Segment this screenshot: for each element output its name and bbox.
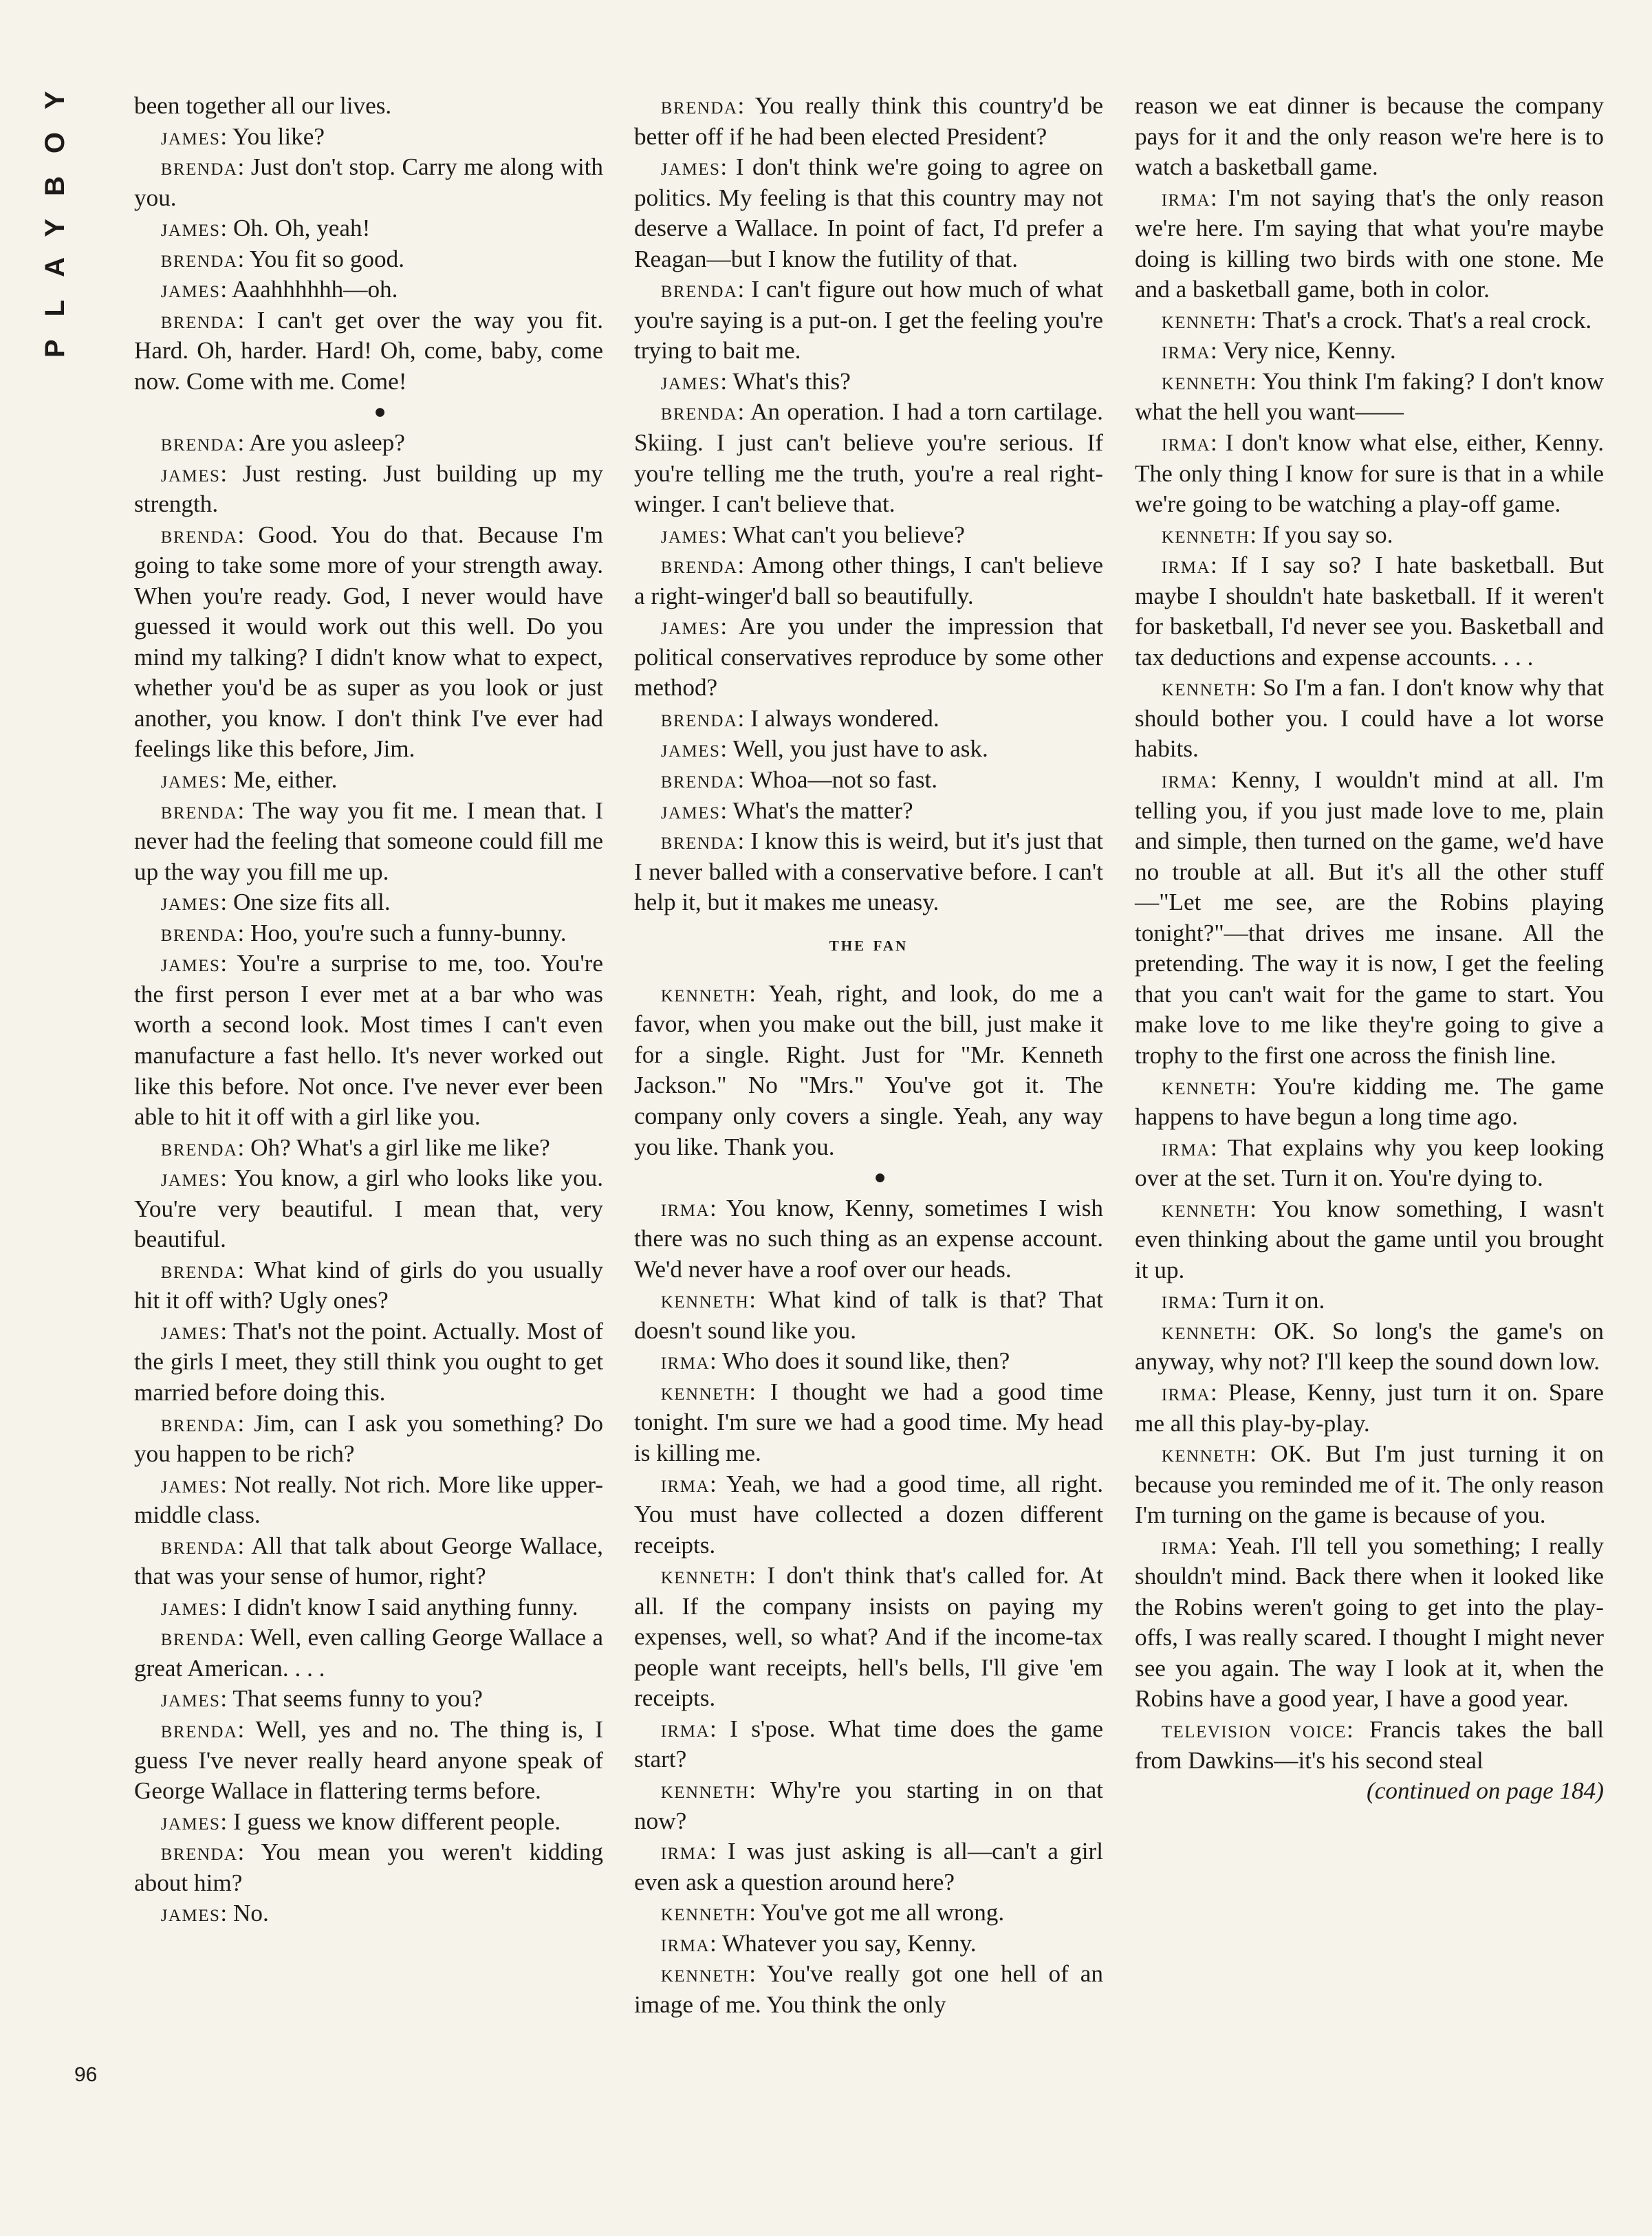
dialogue-line: brenda: Whoa—not so fast. bbox=[660, 766, 938, 794]
speaker-name: james bbox=[660, 367, 721, 395]
dialogue-text: Well, even calling George Wallace a great American. . . . bbox=[134, 1624, 603, 1682]
dialogue-line: kenneth: I thought we had a good time tonight. I'm sure we had a good time. My head is killing me. bbox=[634, 1378, 1103, 1466]
speaker-name: irma bbox=[1161, 1133, 1211, 1161]
speaker-name: irma bbox=[660, 1347, 710, 1375]
speaker-name: brenda bbox=[160, 1133, 238, 1161]
dialogue-text: Hoo, you're such a funny-bunny. bbox=[250, 919, 567, 946]
dialogue-text: You really think this country'd be better off if he had been elected President? bbox=[634, 92, 1103, 150]
dialogue-text: If you say so. bbox=[1262, 521, 1393, 548]
dialogue-text: I guess we know different people. bbox=[232, 1808, 561, 1835]
speaker-name: brenda bbox=[160, 1409, 238, 1437]
speaker-name: brenda bbox=[160, 521, 238, 548]
magazine-masthead bbox=[40, 68, 88, 358]
speaker-name: kenneth bbox=[1161, 674, 1250, 702]
speaker-name: brenda bbox=[160, 1624, 238, 1651]
dialogue-text: I don't think we're going to agree on politics. My feeling is that this country may not deserve a Wallace. In point of fact, I'd prefer a Reagan—but I know the futility of that. bbox=[634, 153, 1103, 272]
dialogue-text: OK. So long's the game's on anyway, why not? I'll keep the sound down low. bbox=[1135, 1317, 1604, 1376]
dialogue-text: I was just asking is all—can't a girl even ask a question around here? bbox=[634, 1838, 1104, 1896]
dialogue-text: One size fits all. bbox=[232, 889, 391, 916]
dialogue-text: Whatever you say, Kenny. bbox=[721, 1929, 977, 1957]
speaker-name: brenda bbox=[660, 92, 738, 119]
speaker-name: irma bbox=[660, 1194, 710, 1222]
speaker-name: james bbox=[160, 1317, 221, 1345]
dialogue-line: been together all our lives. bbox=[134, 92, 392, 119]
speaker-name: kenneth bbox=[660, 979, 750, 1007]
dialogue-text: That explains why you keep looking over at the set. Turn it on. You're dying to. bbox=[1135, 1133, 1605, 1192]
dialogue-line: kenneth: You've got me all wrong. bbox=[660, 1899, 1005, 1926]
column-2-part-b bbox=[634, 979, 1103, 2021]
dialogue-line: irma: I s'pose. What time does the game start? bbox=[634, 1715, 1104, 1773]
dialogue-line: brenda: You really think this country'd be better off if he had been elected President? bbox=[634, 92, 1103, 150]
column-1 bbox=[134, 91, 603, 1929]
dialogue-line: irma: If I say so? I hate basketball. But maybe I shouldn't hate basketball. If it weren't for basketball, I'd never see you. Basketball and tax deductions and expense accounts. . . . bbox=[1135, 552, 1604, 671]
speaker-name: james bbox=[160, 1685, 221, 1713]
dialogue-line: irma: Whatever you say, Kenny. bbox=[660, 1929, 977, 1957]
speaker-name: james bbox=[660, 613, 721, 640]
speaker-name: brenda bbox=[160, 1715, 238, 1743]
dialogue-text: Yeah. I'll tell you something; I really shouldn't mind. Back there when it looked like the Robins weren't going to get into the play-offs, I was really scared. I thought I might never see you again. The way I look at it, when the Robins have a good year, I have a good year. bbox=[1135, 1532, 1604, 1713]
speaker-name: kenneth bbox=[1161, 1440, 1250, 1468]
dialogue-line: kenneth: If you say so. bbox=[1161, 521, 1393, 548]
dialogue-text: That seems funny to you? bbox=[232, 1685, 483, 1713]
dialogue-text: You like? bbox=[232, 122, 325, 150]
dialogue-line: brenda: All that talk about George Wallace, that was your sense of humor, right? bbox=[134, 1532, 603, 1590]
dialogue-text: OK. But I'm just turning it on because you reminded me of it. The only reason I'm turning on the game is because of you. bbox=[1135, 1440, 1604, 1529]
dialogue-line: james: You know, a girl who looks like you. You're very beautiful. I mean that, very beautiful. bbox=[134, 1164, 603, 1253]
speaker-name: kenneth bbox=[660, 1286, 750, 1314]
dialogue-text: Jim, can I ask you something? Do you happen to be rich? bbox=[134, 1409, 603, 1468]
dialogue-text: Kenny, I wouldn't mind at all. I'm telling you, if you just made love to me, plain and simple, then turned on the game, we'd have no trouble at all. But it's all the other stuff—"Let me see, are the Robins playing tonight?"—that drives me insane. All the pretending. The way it is now, I get the feeling that you can't wait for the game to start. You make love to me like they're going to give a trophy to the first one across the finish line. bbox=[1135, 766, 1605, 1069]
dialogue-text: What's the matter? bbox=[732, 796, 913, 824]
speaker-name: james bbox=[660, 521, 721, 548]
dialogue-text: Please, Kenny, just turn it on. Spare me all this play-by-play. bbox=[1135, 1378, 1604, 1437]
speaker-name: brenda bbox=[160, 429, 238, 457]
speaker-name: brenda bbox=[160, 1838, 238, 1866]
dialogue-text: You know, a girl who looks like you. You're very beautiful. I mean that, very beautiful. bbox=[134, 1164, 603, 1253]
section-break-bullet: ● bbox=[873, 1166, 887, 1189]
dialogue-line: brenda: Just don't stop. Carry me along with you. bbox=[134, 153, 603, 211]
dialogue-text: That's not the point. Actually. Most of the girls I meet, they still think you ought to get married before doing this. bbox=[134, 1317, 603, 1406]
dialogue-line: irma: Please, Kenny, just turn it on. Spare me all this play-by-play. bbox=[1135, 1378, 1604, 1437]
speaker-name: james bbox=[160, 1808, 221, 1835]
speaker-name: brenda bbox=[660, 827, 738, 855]
speaker-name: irma bbox=[660, 1929, 710, 1957]
dialogue-text: I always wondered. bbox=[750, 704, 939, 732]
column-3 bbox=[1135, 91, 1604, 1807]
dialogue-text: Me, either. bbox=[232, 766, 338, 794]
dialogue-text: Well, yes and no. The thing is, I guess I've never really heard anyone speak of George Wallace in flattering terms before. bbox=[134, 1715, 604, 1805]
dialogue-text: The way you fit me. I mean that. I never had the feeling that someone could fill me up the way you fill me up. bbox=[134, 796, 603, 885]
dialogue-line: kenneth: Yeah, right, and look, do me a favor, when you make out the bill, just make it for a single. Right. Just for "Mr. Kenneth Jackson." No "Mrs." You've got it. The company only covers a single. Yeah, any way you like. Thank you. bbox=[634, 979, 1103, 1160]
dialogue-line: brenda: I always wondered. bbox=[660, 704, 939, 732]
dialogue-line: brenda: Oh? What's a girl like me like? bbox=[160, 1133, 550, 1161]
dialogue-line: brenda: I can't figure out how much of what you're saying is a put-on. I get the feeling you're trying to bait me. bbox=[634, 276, 1103, 365]
dialogue-text: An operation. I had a torn cartilage. Skiing. I just can't believe you're serious. If you're telling me the truth, you're a real right-winger. I can't believe that. bbox=[634, 398, 1103, 518]
dialogue-text: Yeah, right, and look, do me a favor, when you make out the bill, just make it for a single. Right. Just for "Mr. Kenneth Jackson." No "Mrs." You've got it. The company only covers a single. Yeah, any way you like. Thank you. bbox=[634, 979, 1103, 1160]
dialogue-line: irma: You know, Kenny, sometimes I wish there was no such thing as an expense account. We'd never have a roof over our heads. bbox=[634, 1194, 1103, 1283]
dialogue-text: I s'pose. What time does the game start? bbox=[634, 1715, 1104, 1773]
dialogue-text: I'm not saying that's the only reason we're here. I'm saying that what you're maybe doing is killing two birds with one stone. Me and a basketball game, both in color. bbox=[1135, 184, 1604, 303]
dialogue-line: kenneth: That's a crock. That's a real crock. bbox=[1161, 306, 1592, 334]
dialogue-line: irma: Very nice, Kenny. bbox=[1161, 337, 1396, 365]
dialogue-line: kenneth: What kind of talk is that? That doesn't sound like you. bbox=[634, 1286, 1104, 1344]
dialogue-line: brenda: You mean you weren't kidding about him? bbox=[134, 1838, 603, 1896]
dialogue-line: brenda: What kind of girls do you usually hit it off with? Ugly ones? bbox=[134, 1256, 603, 1314]
dialogue-line: brenda: I can't get over the way you fit. Hard. Oh, harder. Hard! Oh, come, baby, come now. Come with me. Come! bbox=[134, 306, 604, 395]
speaker-name: irma bbox=[660, 1715, 710, 1742]
speaker-name: james bbox=[160, 766, 221, 794]
dialogue-text: You mean you weren't kidding about him? bbox=[134, 1838, 603, 1896]
dialogue-line: james: That seems funny to you? bbox=[160, 1685, 483, 1713]
dialogue-text: I don't know what else, either, Kenny. The only thing I know for sure is that in a while we're going to be watching a play-off game. bbox=[1135, 429, 1604, 518]
dialogue-text: Well, you just have to ask. bbox=[732, 735, 988, 763]
dialogue-line: brenda: Good. You do that. Because I'm going to take some more of your strength away. When you're ready. God, I never would have guessed it would work out this well. Do you mind my talking? I didn't know what to expect, whether you'd be as super as you look or just another, you know. I don't think I've ever had feelings like this before, Jim. bbox=[134, 521, 603, 763]
dialogue-text: You know something, I wasn't even thinking about the game until you brought it up. bbox=[1135, 1195, 1604, 1283]
page-number: 96 bbox=[74, 2063, 98, 2086]
dialogue-line: james: What's the matter? bbox=[660, 796, 913, 824]
section-break-bullet: ● bbox=[373, 400, 387, 424]
speaker-name: brenda bbox=[160, 1532, 238, 1559]
speaker-name: irma bbox=[1161, 429, 1211, 457]
dialogue-text: I thought we had a good time tonight. I'm sure we had a good time. My head is killing me. bbox=[634, 1378, 1103, 1466]
dialogue-line: brenda: You fit so good. bbox=[160, 245, 404, 272]
dialogue-text: What can't you believe? bbox=[732, 521, 965, 548]
speaker-name: brenda bbox=[160, 245, 238, 272]
speaker-name: kenneth bbox=[1161, 1072, 1250, 1100]
speaker-name: irma bbox=[1161, 1532, 1211, 1559]
masthead-text: PLAYBOY bbox=[40, 68, 70, 358]
dialogue-line: kenneth: So I'm a fan. I don't know why that should bother you. I could have a lot worse habits. bbox=[1135, 674, 1604, 763]
dialogue-line: irma: I don't know what else, either, Kenny. The only thing I know for sure is that in a while we're going to be watching a play-off game. bbox=[1135, 429, 1604, 518]
speaker-name: james bbox=[660, 735, 721, 763]
dialogue-line: irma: Who does it sound like, then? bbox=[660, 1347, 1010, 1375]
dialogue-line: irma: Yeah, we had a good time, all right. You must have collected a dozen different receipts. bbox=[634, 1470, 1103, 1559]
dialogue-text: Why're you starting in on that now? bbox=[634, 1776, 1103, 1834]
speaker-name: irma bbox=[1161, 1287, 1211, 1314]
dialogue-line: irma: Kenny, I wouldn't mind at all. I'm telling you, if you just made love to me, plain and simple, then turned on the game, we'd have no trouble at all. But it's all the other stuff—"Let me see, are the Robins playing tonight?"—that drives me insane. All the pretending. The way it is now, I get the feeling that you can't wait for the game to start. You make love to me like they're going to give a trophy to the first one across the finish line. bbox=[1135, 766, 1605, 1069]
dialogue-text: Among other things, I can't believe a right-winger'd ball so beautifully. bbox=[634, 552, 1103, 609]
speaker-name: kenneth bbox=[660, 1776, 750, 1803]
dialogue-line: james: I don't think we're going to agree on politics. My feeling is that this country may not deserve a Wallace. In point of fact, I'd prefer a Reagan—but I know the futility of that. bbox=[634, 153, 1103, 272]
dialogue-line: brenda: Well, yes and no. The thing is, I guess I've never really heard anyone speak of George Wallace in flattering terms before. bbox=[134, 1715, 604, 1805]
dialogue-line: james: What's this? bbox=[660, 367, 851, 395]
speaker-name: kenneth bbox=[660, 1899, 750, 1926]
speaker-name: brenda bbox=[160, 306, 238, 334]
dialogue-text: You know, Kenny, sometimes I wish there was no such thing as an expense account. We'd never have a roof over our heads. bbox=[634, 1194, 1103, 1283]
dialogue-line: reason we eat dinner is because the company pays for it and the only reason we're here is to watch a basketball game. bbox=[1135, 92, 1604, 181]
speaker-name: irma bbox=[1161, 766, 1211, 794]
dialogue-line: james: Aaahhhhhh—oh. bbox=[160, 276, 398, 303]
dialogue-line: brenda: Well, even calling George Wallace a great American. . . . bbox=[134, 1624, 603, 1682]
dialogue-text: Oh? What's a girl like me like? bbox=[250, 1133, 550, 1161]
dialogue-text: Are you under the impression that political conservatives reproduce by some other method? bbox=[634, 613, 1103, 702]
speaker-name: james bbox=[160, 1470, 221, 1498]
column-2 bbox=[634, 91, 1103, 2020]
dialogue-line: kenneth: I don't think that's called for. At all. If the company insists on paying my expenses, well, so what? And if the income-tax people want receipts, hell's bells, I'll give 'em receipts. bbox=[634, 1562, 1103, 1712]
column-2-part-a bbox=[634, 91, 1103, 918]
speaker-name: brenda bbox=[160, 796, 238, 824]
dialogue-text: Yeah, we had a good time, all right. You must have collected a dozen different receipts. bbox=[634, 1470, 1103, 1559]
dialogue-line: james: Well, you just have to ask. bbox=[660, 735, 988, 763]
dialogue-line: james: You're a surprise to me, too. You're the first person I ever met at a bar who was worth a second look. Most times I can't even manufacture a fast hello. It's never worked out like this before. Not once. I've never ever been able to hit it off with a girl like you. bbox=[134, 950, 603, 1131]
speaker-name: james bbox=[660, 796, 721, 824]
speaker-name: irma bbox=[1161, 552, 1211, 579]
speaker-name: irma bbox=[1161, 1378, 1211, 1406]
speaker-name: brenda bbox=[660, 766, 738, 794]
dialogue-text: I know this is weird, but it's just that I never balled with a conservative before. I can't help it, but it makes me uneasy. bbox=[634, 827, 1103, 916]
dialogue-text: Good. You do that. Because I'm going to take some more of your strength away. When you're ready. God, I never would have guessed it would work out this well. Do you mind my talking? I didn't know what to expect, whether you'd be as super as you look or just another, you know. I don't think I've ever had feelings like this before, Jim. bbox=[134, 521, 603, 763]
speaker-name: irma bbox=[660, 1838, 710, 1865]
speaker-name: kenneth bbox=[1161, 1317, 1250, 1345]
speaker-name: brenda bbox=[160, 153, 238, 181]
dialogue-text: You've really got one hell of an image of me. You think the only bbox=[634, 1960, 1103, 2018]
speaker-name: james bbox=[160, 1900, 221, 1927]
speaker-name: james bbox=[160, 1164, 221, 1192]
dialogue-line: james: You like? bbox=[160, 122, 325, 150]
dialogue-line: james: One size fits all. bbox=[160, 889, 391, 916]
speaker-name: irma bbox=[1161, 184, 1211, 211]
dialogue-line: irma: I was just asking is all—can't a girl even ask a question around here? bbox=[634, 1838, 1104, 1896]
dialogue-line: brenda: Among other things, I can't believe a right-winger'd ball so beautifully. bbox=[634, 552, 1103, 609]
dialogue-text: You're kidding me. The game happens to have begun a long time ago. bbox=[1135, 1072, 1604, 1131]
dialogue-text: You're a surprise to me, too. You're the first person I ever met at a bar who was worth a second look. Most times I can't even manufacture a fast hello. It's never worked out like this before. Not once. I've never ever been able to hit it off with a girl like you. bbox=[134, 950, 603, 1131]
continued-note: (continued on page 184) bbox=[1367, 1777, 1604, 1805]
speaker-name: brenda bbox=[660, 704, 738, 732]
dialogue-line: kenneth: You know something, I wasn't even thinking about the game until you brought it up. bbox=[1135, 1195, 1604, 1283]
dialogue-line: james: Not really. Not rich. More like upper-middle class. bbox=[134, 1470, 603, 1529]
dialogue-text: I don't think that's called for. At all. If the company insists on paying my expenses, well, so what? And if the income-tax people want receipts, hell's bells, I'll give 'em receipts. bbox=[634, 1562, 1103, 1712]
dialogue-line: television voice: Francis takes the ball from Dawkins—it's his second steal bbox=[1135, 1715, 1605, 1774]
dialogue-text: What kind of talk is that? That doesn't sound like you. bbox=[634, 1286, 1104, 1344]
dialogue-line: james: What can't you believe? bbox=[660, 521, 965, 548]
dialogue-text: You think I'm faking? I don't know what the hell you want—— bbox=[1135, 367, 1604, 426]
dialogue-line: kenneth: You think I'm faking? I don't know what the hell you want—— bbox=[1135, 367, 1604, 426]
dialogue-text: Are you asleep? bbox=[249, 429, 405, 457]
speaker-name: james bbox=[160, 950, 221, 977]
dialogue-text: What kind of girls do you usually hit it off with? Ugly ones? bbox=[134, 1256, 603, 1314]
dialogue-text: Whoa—not so fast. bbox=[750, 766, 938, 794]
column-3-body bbox=[1135, 91, 1604, 1776]
dialogue-line: james: I didn't know I said anything funny. bbox=[160, 1593, 578, 1620]
dialogue-line: irma: Yeah. I'll tell you something; I really shouldn't mind. Back there when it looked like the Robins weren't going to get into the play-offs, I was really scared. I thought I might never see you again. The way I look at it, when the Robins have a good year, I have a good year. bbox=[1135, 1532, 1604, 1713]
dialogue-text: I can't figure out how much of what you're saying is a put-on. I get the feeling you're trying to bait me. bbox=[634, 276, 1103, 365]
dialogue-line: kenneth: OK. So long's the game's on anyway, why not? I'll keep the sound down low. bbox=[1135, 1317, 1604, 1376]
dialogue-line: kenneth: You're kidding me. The game happens to have begun a long time ago. bbox=[1135, 1072, 1604, 1131]
speaker-name: irma bbox=[660, 1470, 710, 1497]
dialogue-text: I didn't know I said anything funny. bbox=[232, 1593, 578, 1620]
dialogue-text: Not really. Not rich. More like upper-middle class. bbox=[134, 1470, 603, 1529]
dialogue-line: irma: Turn it on. bbox=[1161, 1287, 1325, 1314]
dialogue-text: Oh. Oh, yeah! bbox=[232, 215, 371, 242]
speaker-name: irma bbox=[1161, 337, 1211, 365]
section-heading-the-fan: the fan bbox=[829, 932, 909, 955]
dialogue-text: What's this? bbox=[732, 367, 851, 395]
dialogue-text: If I say so? I hate basketball. But maybe I shouldn't hate basketball. If it weren't for basketball, I'd never see you. Basketball and tax deductions and expense accounts. . . . bbox=[1135, 552, 1604, 671]
dialogue-line: irma: I'm not saying that's the only reason we're here. I'm saying that what you're maybe doing is killing two birds with one stone. Me and a basketball game, both in color. bbox=[1135, 184, 1604, 303]
dialogue-line: james: Are you under the impression that political conservatives reproduce by some other method? bbox=[634, 613, 1103, 702]
dialogue-text: Turn it on. bbox=[1222, 1287, 1325, 1314]
dialogue-line: kenneth: Why're you starting in on that now? bbox=[634, 1776, 1103, 1834]
dialogue-text: You fit so good. bbox=[249, 245, 404, 272]
dialogue-text: Just resting. Just building up my strength. bbox=[134, 459, 603, 518]
speaker-name: kenneth bbox=[1161, 367, 1250, 395]
speaker-name: brenda bbox=[660, 398, 738, 426]
dialogue-line: kenneth: OK. But I'm just turning it on because you reminded me of it. The only reason I'm turning on the game is because of you. bbox=[1135, 1440, 1604, 1529]
speaker-name: television voice bbox=[1161, 1715, 1347, 1743]
dialogue-text: I can't get over the way you fit. Hard. Oh, harder. Hard! Oh, come, baby, come now. Come with me. Come! bbox=[134, 306, 604, 395]
speaker-name: kenneth bbox=[1161, 306, 1250, 334]
dialogue-text: All that talk about George Wallace, that was your sense of humor, right? bbox=[134, 1532, 603, 1590]
dialogue-text: You've got me all wrong. bbox=[761, 1899, 1005, 1926]
speaker-name: kenneth bbox=[660, 1960, 750, 1988]
dialogue-line: james: That's not the point. Actually. Most of the girls I meet, they still think you ought to get married before doing this. bbox=[134, 1317, 603, 1406]
dialogue-line: brenda: Jim, can I ask you something? Do you happen to be rich? bbox=[134, 1409, 603, 1468]
dialogue-text: Aaahhhhhh—oh. bbox=[232, 276, 398, 303]
speaker-name: brenda bbox=[160, 1256, 238, 1283]
speaker-name: kenneth bbox=[660, 1378, 750, 1405]
dialogue-line: james: Me, either. bbox=[160, 766, 338, 794]
dialogue-text: That's a crock. That's a real crock. bbox=[1262, 306, 1592, 334]
speaker-name: james bbox=[660, 153, 721, 181]
dialogue-text: Who does it sound like, then? bbox=[721, 1347, 1010, 1375]
speaker-name: james bbox=[160, 1593, 221, 1620]
speaker-name: kenneth bbox=[1161, 1195, 1250, 1222]
dialogue-text: Francis takes the ball from Dawkins—it's his second steal bbox=[1135, 1715, 1605, 1774]
speaker-name: james bbox=[160, 459, 221, 487]
speaker-name: brenda bbox=[160, 919, 238, 946]
dialogue-line: irma: That explains why you keep looking over at the set. Turn it on. You're dying to. bbox=[1135, 1133, 1605, 1192]
dialogue-line: james: No. bbox=[160, 1900, 269, 1927]
dialogue-line: brenda: An operation. I had a torn cartilage. Skiing. I just can't believe you're serious. If you're telling me the truth, you're a real right-winger. I can't believe that. bbox=[634, 398, 1103, 518]
dialogue-line: brenda: The way you fit me. I mean that. I never had the feeling that someone could fill me up the way you fill me up. bbox=[134, 796, 603, 885]
speaker-name: brenda bbox=[660, 552, 738, 579]
speaker-name: james bbox=[160, 276, 221, 303]
dialogue-line: kenneth: You've really got one hell of an image of me. You think the only bbox=[634, 1960, 1103, 2018]
speaker-name: brenda bbox=[660, 276, 738, 303]
dialogue-line: james: Just resting. Just building up my strength. bbox=[134, 459, 603, 518]
dialogue-text: Very nice, Kenny. bbox=[1222, 337, 1396, 365]
dialogue-text: Just don't stop. Carry me along with you. bbox=[134, 153, 603, 211]
dialogue-line: brenda: I know this is weird, but it's just that I never balled with a conservative before. I can't help it, but it makes me uneasy. bbox=[634, 827, 1103, 916]
dialogue-line: brenda: Hoo, you're such a funny-bunny. bbox=[160, 919, 567, 946]
dialogue-line: james: I guess we know different people. bbox=[160, 1808, 561, 1835]
dialogue-text: So I'm a fan. I don't know why that should bother you. I could have a lot worse habits. bbox=[1135, 674, 1604, 763]
speaker-name: james bbox=[160, 889, 221, 916]
dialogue-line: brenda: Are you asleep? bbox=[160, 429, 405, 457]
speaker-name: james bbox=[160, 215, 221, 242]
dialogue-line: james: Oh. Oh, yeah! bbox=[160, 215, 371, 242]
dialogue-text: No. bbox=[232, 1900, 269, 1927]
speaker-name: kenneth bbox=[660, 1562, 750, 1589]
speaker-name: kenneth bbox=[1161, 521, 1250, 548]
speaker-name: james bbox=[160, 122, 221, 150]
